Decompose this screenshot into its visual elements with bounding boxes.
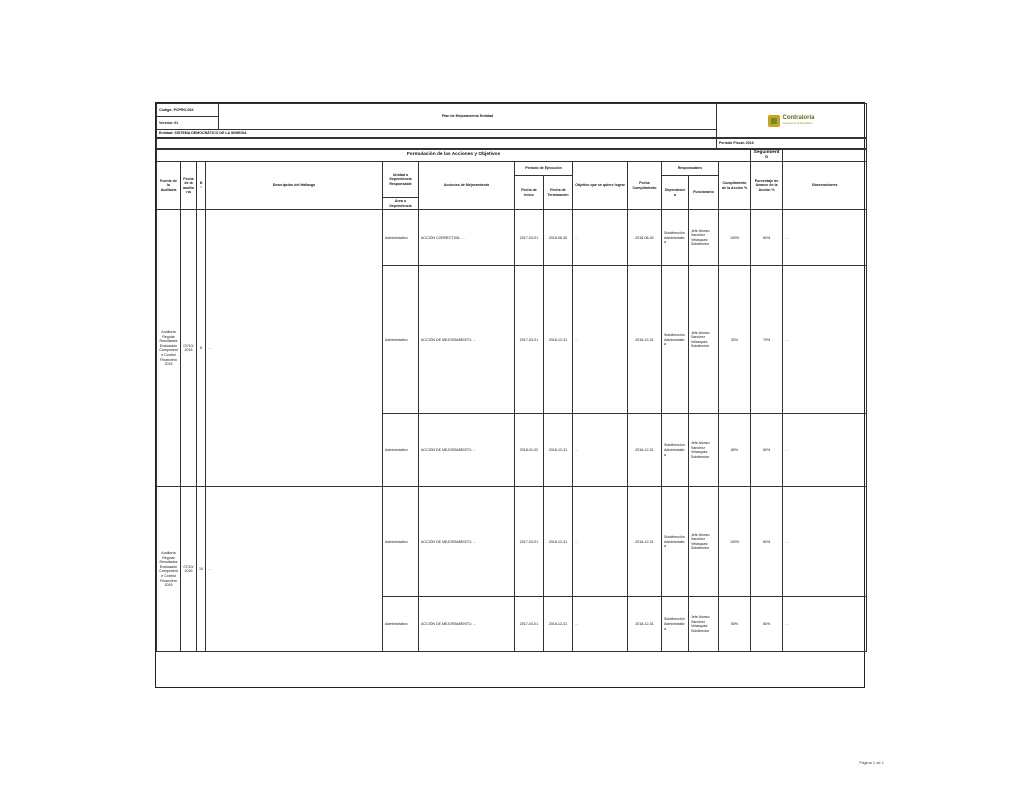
cumplimiento-cell: 80% [719,414,751,487]
avance-cell: 80% [751,210,783,266]
area-cell: Administrativo [383,597,419,652]
avance-cell: 80% [751,414,783,487]
objetivo-cell: … [573,597,628,652]
plan-table [156,149,867,652]
accion-cell: ACCIÓN DE MEJORAMIENTO: … [419,414,515,487]
inicio-cell: 2018-01-02 [515,414,544,487]
cump-cell: 2018-12-31 [628,266,662,414]
col-acciones: Acciones de Mejoramiento [419,162,515,210]
dependencia-cell: Subdirección Administrativa [662,266,689,414]
cumplimiento-cell: 30% [719,266,751,414]
dependencia-cell: Subdirección Administrativa [662,597,689,652]
no-cell: 8 [197,210,206,487]
funcionario-cell: Jefe Alonso Sanchez Velasquez Subdirector [689,266,719,414]
col-objetivo: Objetivo que se quiere lograr [573,162,628,210]
col-dependencia-resp: Dependencia [662,176,689,210]
area-cell: Administrativo [383,266,419,414]
periodo-cell: Periodo Fiscal: 2016 [717,139,867,149]
descripcion-cell: … [206,210,383,487]
section-seguimiento: Seguimiento [751,150,783,162]
area-cell: Administrativo [383,210,419,266]
dependencia-cell: Subdirección Administrativa [662,210,689,266]
col-observaciones: Observaciones [783,162,867,210]
no-cell: 10 [197,487,206,652]
objetivo-cell: … [573,487,628,597]
inicio-cell: 2017-03-01 [515,266,544,414]
col-fecha-inicio: Fecha de Inicio [515,176,544,210]
cumplimiento-cell: 50% [719,597,751,652]
col-fecha-cump: Fecha Cumplimiento [628,162,662,210]
fin-cell: 2018-06-30 [544,210,573,266]
fin-cell: 2018-12-31 [544,597,573,652]
accion-cell: ACCIÓN DE MEJORAMIENTO: … [419,487,515,597]
version-cell: Versión: 01 [157,117,219,130]
accion-cell: ACCIÓN DE MEJORAMIENTO: … [419,597,515,652]
origen-cell: Auditoría Regular Resultados Evaluación Componente Control Financiero 2015 [157,210,181,487]
descripcion-cell: … [206,487,383,652]
col-fecha: Fecha de la auditoría [181,162,197,210]
col-descripcion: Descripción del Hallazgo [206,162,383,210]
col-origen: Fuente de la Auditoría [157,162,181,210]
col-periodo: Periodo de Ejecución [515,162,573,176]
header-table [156,103,867,138]
col-dependencia: Unidad o Dependencia Responsable [383,162,419,198]
fecha-cell: 07/10/2016 [181,210,197,487]
periodo-row [156,138,867,149]
cumplimiento-cell: 100% [719,210,751,266]
cump-cell: 2018-06-30 [628,210,662,266]
cump-cell: 2018-12-31 [628,414,662,487]
codigo-cell: Código: PCPRO-004 [157,104,219,117]
page-number: Página 1 de 1 [859,760,884,765]
fecha-cell: 07/10/2016 [181,487,197,652]
entidad-cell: Entidad: SISTEMA DEMOCRÁTICO DE LA SINIEGIA [157,130,717,138]
col-cumplimiento: Cumplimiento de la Acción % [719,162,751,210]
cump-cell: 2018-12-31 [628,487,662,597]
funcionario-cell: Jefe Alonso Sanchez Velasquez Subdirector [689,414,719,487]
col-avance: Porcentaje de Avance de la Acción % [751,162,783,210]
inicio-cell: 2017-03-01 [515,597,544,652]
col-funcionario: Funcionario [689,176,719,210]
section-formulacion: Formulación de las Acciones y Objetivos [157,150,751,162]
dependencia-cell: Subdirección Administrativa [662,487,689,597]
obs-cell: … [783,266,867,414]
accion-cell: ACCIÓN CORRECTIVA: … [419,210,515,266]
cump-cell: 2018-12-31 [628,597,662,652]
origen-cell: Auditoría Regular Resultados Evaluación Componente Control Financiero 2015 [157,487,181,652]
fin-cell: 2018-12-31 [544,266,573,414]
col-area: Área o Dependencia [383,198,419,210]
table-row [157,487,867,597]
inicio-cell: 2017-03-01 [515,487,544,597]
dependencia-cell: Subdirección Administrativa [662,414,689,487]
col-responsables: Responsables [662,162,719,176]
avance-cell: 80% [751,487,783,597]
inicio-cell: 2017-03-01 [515,210,544,266]
avance-cell: 70% [751,266,783,414]
area-cell: Administrativo [383,487,419,597]
objetivo-cell: … [573,414,628,487]
obs-cell: … [783,414,867,487]
col-no: N° [197,162,206,210]
improvement-plan-sheet [155,102,865,688]
obs-cell: … [783,487,867,597]
contraloria-logo-icon [768,115,780,127]
objetivo-cell: … [573,266,628,414]
col-fecha-fin: Fecha de Terminación [544,176,573,210]
obs-cell: … [783,210,867,266]
document-title: Plan de Mejoramiento Entidad [219,104,717,130]
table-row [157,210,867,266]
funcionario-cell: Jefe Alonso Sanchez Velasquez Subdirector [689,487,719,597]
fin-cell: 2018-12-31 [544,487,573,597]
avance-cell: 80% [751,597,783,652]
logo: Contraloría General de la República [717,104,867,138]
cumplimiento-cell: 100% [719,487,751,597]
funcionario-cell: Jefe Alonso Sanchez Velasquez Subdirector [689,210,719,266]
funcionario-cell: Jefe Alonso Sanchez Velasquez Subdirector [689,597,719,652]
area-cell: Administrativo [383,414,419,487]
obs-cell: … [783,597,867,652]
fin-cell: 2018-12-31 [544,414,573,487]
objetivo-cell: … [573,210,628,266]
accion-cell: ACCIÓN DE MEJORAMIENTO: … [419,266,515,414]
